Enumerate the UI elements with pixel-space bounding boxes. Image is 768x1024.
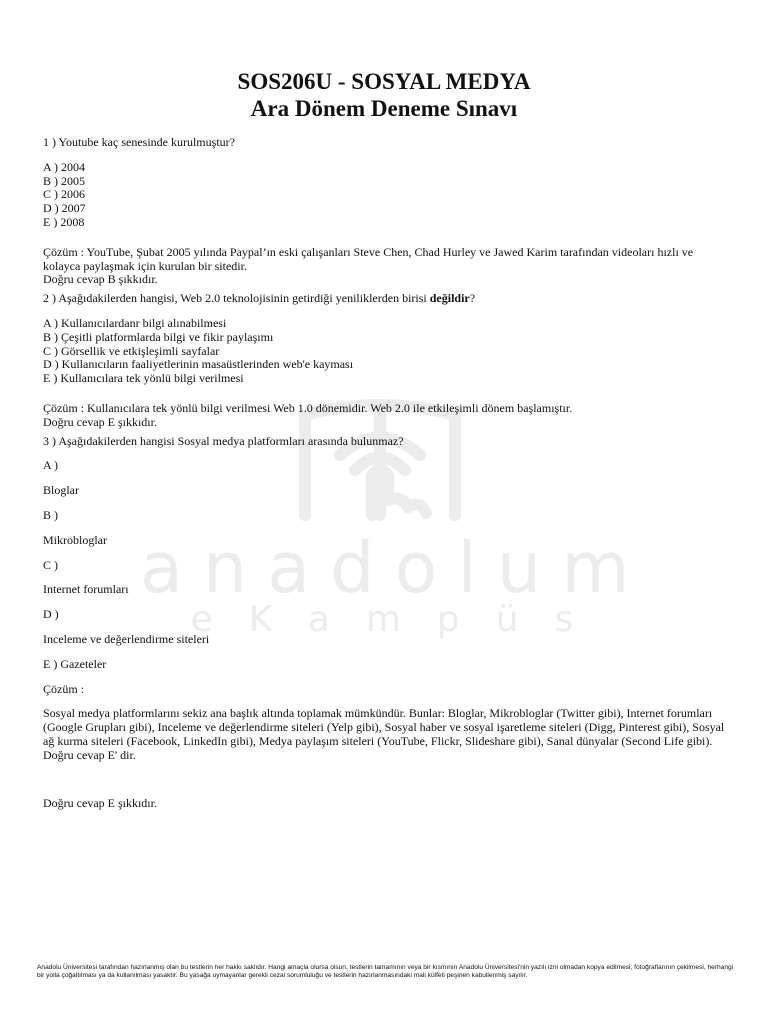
- q2-option-c: C ) Görsellik ve etkişleşimli sayfalar: [43, 343, 220, 358]
- q2-text: 2 ) Aşağıdakilerden hangisi, Web 2.0 teknolojisinin getirdiği yeniliklerden birisi: [43, 291, 430, 306]
- watermark-word: anadolum: [140, 527, 650, 609]
- q2-option-b: B ) Çeşitli platformlarda bilgi ve fikir paylaşımı: [43, 329, 274, 344]
- q3-solution-label: Çözüm :: [43, 681, 84, 696]
- q3-solution: Sosyal medya platformlarını sekiz ana başlık altında toplamak mümkündür. Bunlar: Bloglar, Mikrobloglar (Twitter gibi), Internet forumları (Google Grupları gibi), Inceleme ve değerlendirme siteleri (Yelp gibi), Sosyal haber ve sosyal işaretleme siteleri (Digg, Pinterest gibi), Sosyal ağ kurma siteleri (Facebook, LinkedIn gibi), Medya paylaşım siteleri (YouTube, Flickr, Slideshare gibi), Sanal dünyalar (Second Life gibi). Doğru cevap E' dir.: [43, 706, 725, 762]
- question-1-options: [43, 161, 733, 230]
- q3-option-e: E ) Gazeteler: [43, 656, 107, 671]
- q3-option-c-label: C ): [43, 557, 58, 572]
- question-2-options: [43, 317, 733, 386]
- q2-option-a: A ) Kullanıcılardanr bilgi alınabilmesi: [43, 315, 227, 330]
- question-1: 1 ) Youtube kaç senesinde kurulmuştur?: [43, 135, 235, 149]
- q1-option-e: E ) 2008: [43, 214, 85, 229]
- title-line-2: Ara Dönem Deneme Sınavı: [250, 96, 518, 121]
- copyright-footer: Anadolu Üniversitesi tarafından hazırlanmış olan bu testlerin her hakkı saklıdır. Hangi amaçla olursa olsun, testlerin tamamının veya bir kısmının Anadolu Üniversitesi'nin yazılı izni olmadan kopya edilmesi, fotoğraflarının çekilmesi, herhangi bir yolla çoğaltılması ya da kullanılması yasaktır. Bu yasağa uymayanlar gerekli cezai sorumluluğu ve testlerin hazırlanmasındaki mali külfeti peşinen kabullenmiş sayılır.: [37, 964, 734, 980]
- q1-option-d: D ) 2007: [43, 201, 86, 216]
- q3-option-b-label: B ): [43, 507, 58, 522]
- q1-option-b: B ) 2005: [43, 173, 85, 188]
- q3-option-d-text: Inceleme ve değerlendirme siteleri: [43, 631, 210, 646]
- q2-option-d: D ) Kullanıcıların faaliyetlerinin masaüstlerinden web'e kayması: [43, 357, 354, 372]
- question-2: [43, 292, 733, 306]
- q2-end: ?: [469, 291, 476, 306]
- exam-content: [43, 136, 733, 810]
- question-3-block: [43, 435, 733, 811]
- q3-option-d-label: D ): [43, 607, 59, 622]
- q2-option-e: E ) Kullanıcılara tek yönlü bilgi verilmesi: [43, 371, 244, 386]
- q3-option-b-text: Mikrobloglar: [43, 532, 107, 547]
- q1-solution: Çözüm : YouTube, Şubat 2005 yılında Paypal’ın eski çalışanları Steve Chen, Chad Hurley ve Jawed Karim tarafından videoları hızlı ve kolayca paylaşmak için kurulan bir sitedir.: [43, 244, 694, 273]
- q3-option-a-label: A ): [43, 458, 58, 473]
- watermark-subword: eKampüs: [190, 599, 610, 640]
- q1-option-a: A ) 2004: [43, 159, 85, 174]
- q3-option-a-text: Bloglar: [43, 483, 79, 498]
- q3-answer: Doğru cevap E şıkkıdır.: [43, 795, 157, 810]
- q1-option-c: C ) 2006: [43, 187, 85, 202]
- q1-answer: Doğru cevap B şıkkıdır.: [43, 272, 158, 287]
- q3-option-c-text: Internet forumları: [43, 582, 129, 597]
- q2-answer: Doğru cevap E şıkkıdır.: [43, 414, 157, 429]
- question-3: 3 ) Aşağıdakilerden hangisi Sosyal medya platformları arasında bulunmaz?: [43, 433, 404, 448]
- title-line-1: SOS206U - SOSYAL MEDYA: [237, 69, 531, 94]
- q2-emphasis: değildir: [429, 291, 470, 306]
- q2-solution: Çözüm : Kullanıcılara tek yönlü bilgi verilmesi Web 1.0 dönemidir. Web 2.0 ile etkileşimli dönem başlamıştır.: [43, 400, 573, 415]
- page-title: [0, 68, 768, 122]
